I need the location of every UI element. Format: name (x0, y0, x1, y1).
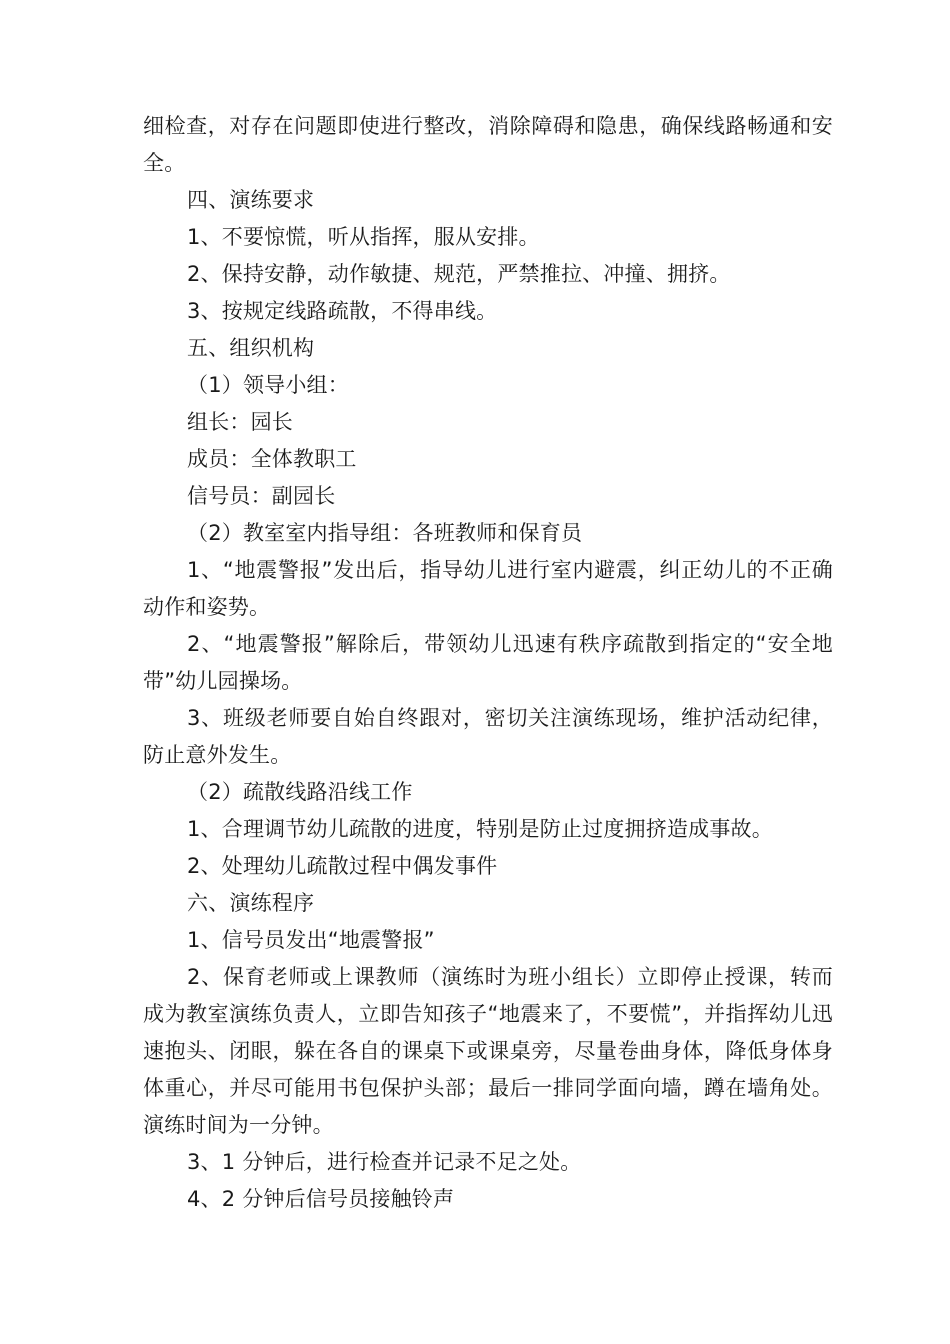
subheading-evacuation-route: （2）疏散线路沿线工作 (187, 780, 413, 804)
requirement-item-2: 2、保持安静，动作敏捷、规范，严禁推拉、冲撞、拥挤。 (187, 262, 731, 286)
paragraph-continuation: 细检查，对存在问题即使进行整改，消除障碍和隐患，确保线路畅通和安全。 (143, 114, 833, 175)
procedure-item-1: 1、信号员发出“地震警报” (187, 928, 435, 952)
signaler-line: 信号员：副园长 (187, 484, 336, 508)
subheading-leadership-group: （1）领导小组： (187, 373, 349, 397)
heading-drill-procedure: 六、演练程序 (187, 891, 315, 915)
leader-line: 组长：园长 (187, 410, 293, 434)
members-line: 成员：全体教职工 (187, 447, 357, 471)
route-item-1: 1、合理调节幼儿疏散的进度，特别是防止过度拥挤造成事故。 (187, 817, 773, 841)
heading-drill-requirements: 四、演练要求 (187, 188, 315, 212)
requirement-item-3: 3、按规定线路疏散，不得串线。 (187, 299, 498, 323)
procedure-item-3: 3、1 分钟后，进行检查并记录不足之处。 (187, 1150, 582, 1174)
heading-organization: 五、组织机构 (187, 336, 315, 360)
procedure-item-4: 4、2 分钟后信号员接触铃声 (187, 1187, 455, 1211)
classroom-item-2: 2、“地震警报”解除后，带领幼儿迅速有秩序疏散到指定的“安全地带”幼儿园操场。 (143, 632, 833, 693)
subheading-classroom-group: （2）教室室内指导组：各班教师和保育员 (187, 521, 583, 545)
procedure-item-2: 2、保育老师或上课教师（演练时为班小组长）立即停止授课，转而成为教室演练负责人，立即告知孩子“地震来了，不要慌”，并指挥幼儿迅速抱头、闭眼，躲在各自的课桌下或课桌旁，尽量卷曲身体，降低身体身体重心，并尽可能用书包保护头部；最后一排同学面向墙，蹲在墙角处。演练时间为一分钟。 (143, 965, 833, 1137)
route-item-2: 2、处理幼儿疏散过程中偶发事件 (187, 854, 498, 878)
classroom-item-1: 1、“地震警报”发出后，指导幼儿进行室内避震，纠正幼儿的不正确动作和姿势。 (143, 558, 833, 619)
document-body (143, 108, 833, 1218)
classroom-item-3: 3、班级老师要自始自终跟对，密切关注演练现场，维护活动纪律，防止意外发生。 (143, 706, 833, 767)
requirement-item-1: 1、不要惊慌，听从指挥，服从安排。 (187, 225, 540, 249)
